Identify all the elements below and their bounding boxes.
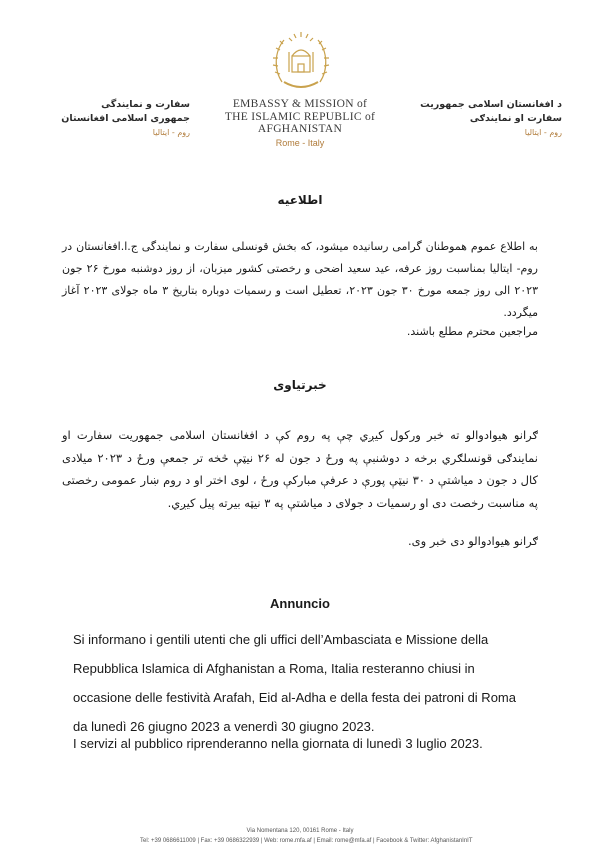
embassy-city: Rome - Italy	[275, 138, 325, 148]
persian-title-line1: سفارت و نمایندگی	[101, 99, 190, 110]
italian-heading: Annuncio	[270, 596, 330, 611]
persian-body: به اطلاع عموم هموطنان گرامی رسانیده میشود، که بخش قونسلی سفارت و نمایندگی ج.ا.افغانستان در روم- ایتالیا بمناسبت روز عرفه، عید سعید اضحی و رخصتی کشور میزبان، از روز دوشنبه مورخ ۲۶ جون ۲۰۲۳ الی روز جمعه مورخ ۳۰ جون ۲۰۲۳، تعطیل است و رسمیات دوباره بتاریخ ۳ ماه جولای ۲۰۲۳ آغاز میگردد.	[62, 240, 538, 319]
embassy-title-line2: THE ISLAMIC REPUBLIC of AFGHANISTAN	[224, 111, 376, 135]
persian-title-line2: جمهوری اسلامی افغانستان	[61, 113, 190, 124]
footer-address: Via Nomentana 120, 00161 Rome - Italy	[246, 828, 354, 834]
embassy-title-line1: EMBASSY & MISSION of	[232, 98, 368, 110]
pashto-title-line1: د افغانستان اسلامی جمهوریت	[420, 99, 562, 110]
national-emblem-icon	[270, 26, 332, 94]
pashto-title-line2: سفارت او نمایندګی	[469, 113, 562, 124]
persian-heading: اطلاعیه	[277, 193, 323, 207]
persian-city: روم - ایتالیا	[152, 128, 190, 137]
pashto-heading: خبرتیاوی	[273, 378, 327, 392]
footer-contacts: Tel: +39 0686611009 | Fax: +39 0686322939 | Web: rome.mfa.af | Email: rome@mfa.af | Facebook & Twitter: AfghanistanInIT	[140, 838, 473, 844]
persian-closing: مراجعین محترم مطلع باشند.	[406, 325, 538, 338]
italian-body: Si informano i gentili utenti che gli uffici dell’Ambasciata e Missione della Repubblica Islamica di Afghanistan a Roma, Italia resteranno chiusi in occasione delle festività Arafah, Eid al-Adha e della festa dei patroni di Roma da lunedì 26 giugno 2023 a venerdì 30 giugno 2023.	[73, 632, 516, 734]
pashto-city: روم - ایتالیا	[524, 128, 562, 137]
pashto-body: ګرانو هیوادوالو ته خبر ورکول کیږي چې په روم کې د افغانستان اسلامی جمهوریت سفارت او نمایندګی قونسلګري برخه د دوشنبې په ورځ د جون له ۲۶ نیټې څخه تر جمعې ورځ د ۲۰۲۳ میلادی کال د جون د میاشتې د ۳۰ نیټې پورې د عرفې مبارکې ورځ ، لوی اختر او د روم ښار عمومی رخصتی په مناسبت رخصت دی او رسمیات د جولای د میاشتې په ۳ نیټه بیرته پیل کیږي.	[62, 428, 538, 510]
pashto-closing: ګرانو هیوادوالو دی خبر وی.	[407, 534, 538, 548]
italian-closing: I servizi al pubblico riprenderanno nella giornata di lunedì 3 luglio 2023.	[73, 736, 483, 751]
letterhead-center	[190, 98, 410, 148]
letterhead-pashto	[412, 98, 562, 140]
letterhead-persian	[40, 98, 190, 140]
